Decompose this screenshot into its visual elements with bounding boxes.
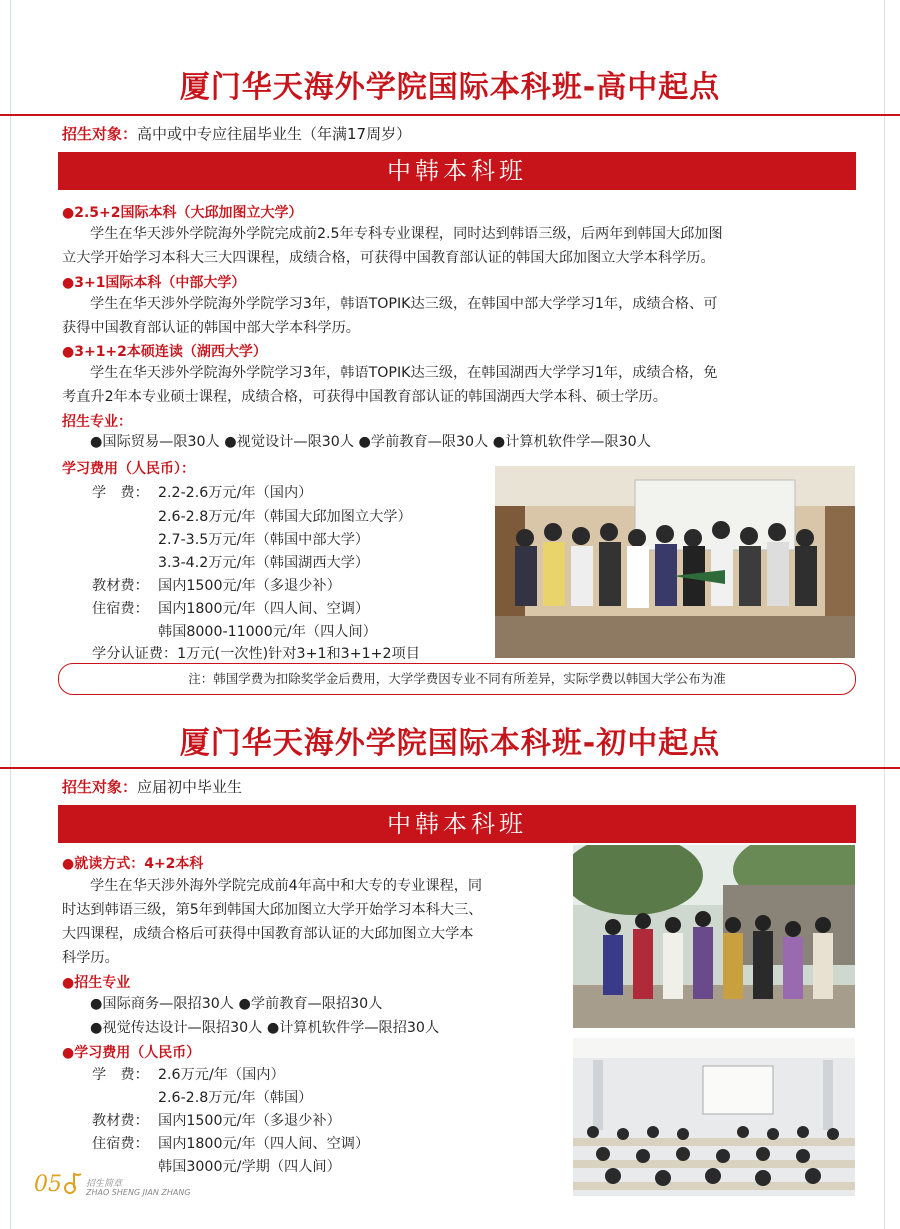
- program-line: 立大学开始学习本科大三大四课程，成绩合格，可获得中国教育部认证的韩国大邱加图立大学本科学历。: [62, 250, 715, 266]
- fee-row: [158, 1087, 312, 1107]
- fee-label: 学分认证费：: [92, 646, 178, 662]
- section1-target: [62, 123, 411, 144]
- program-heading: ●3+1国际本科（中部大学）: [62, 275, 246, 291]
- fee-row: [92, 598, 369, 618]
- program-desc: [62, 361, 862, 409]
- major-line: ●国际商务—限招30人 ●学前教育—限招30人: [90, 996, 383, 1012]
- music-note-icon: [62, 1170, 84, 1196]
- target-label: 招生对象：: [62, 778, 138, 796]
- group-photo-illustration: [495, 466, 855, 658]
- majors-heading: 招生专业：: [62, 414, 132, 430]
- fee-row: [92, 482, 312, 502]
- mode-line: 大四课程，成绩合格后可获得中国教育部认证的大邱加图立大学本: [62, 926, 474, 942]
- fee-value: 2.7-3.5万元/年（韩国中部大学）: [158, 532, 370, 548]
- fee-label: 学 费：: [92, 1067, 149, 1083]
- fees-heading: ●学习费用（人民币）: [62, 1045, 201, 1061]
- majors-list: ●国际贸易—限30人 ●视觉设计—限30人 ●学前教育—限30人 ●计算机软件学—限30人: [90, 434, 651, 450]
- fee-row: [158, 529, 369, 549]
- footer-label-cn: 招生简章: [86, 1179, 123, 1189]
- fee-value: 韩国3000元/学期（四人间）: [158, 1159, 341, 1175]
- program-line: 学生在华天涉外学院海外学院学习3年，韩语TOPIK达三级，在韩国中部大学学习1年，成绩合格、可: [90, 296, 718, 312]
- fee-row: [92, 643, 420, 663]
- section2-title-rule: [0, 767, 900, 769]
- section1-banner: 中韩本科班: [58, 152, 856, 190]
- fees-heading: 学习费用（人民币）：: [62, 461, 195, 477]
- target-value: 高中或中专应往届毕业生（年满17周岁）: [137, 125, 412, 143]
- majors-list: [90, 992, 560, 1040]
- fee-value: 国内1800元/年（四人间、空调）: [158, 601, 370, 617]
- program-line: 学生在华天涉外学院海外学院完成前2.5年专科专业课程，同时达到韩语三级，后两年到韩国大邱加图: [90, 226, 723, 242]
- majors-heading: ●招生专业: [62, 975, 131, 991]
- program-line: 考直升2年本专业硕士课程，成绩合格，可获得中国教育部认证的韩国湖西大学本科、硕士学历。: [62, 389, 667, 405]
- mode-heading: ●就读方式：4+2本科: [62, 856, 204, 872]
- fee-value: 3.3-4.2万元/年（韩国湖西大学）: [158, 555, 370, 571]
- program-desc: [62, 222, 862, 270]
- fee-value: 2.6万元/年（国内）: [158, 1067, 285, 1083]
- section1-title: 厦门华天海外学院国际本科班-高中起点: [179, 70, 721, 105]
- fee-value: 国内1800元/年（四人间、空调）: [158, 1136, 370, 1152]
- outdoor-photo-illustration: [573, 845, 855, 1028]
- page-number: 05: [34, 1172, 62, 1197]
- fee-value: 国内1500元/年（多退少补）: [158, 1113, 341, 1129]
- tuition-note: 注：韩国学费为扣除奖学金后费用，大学学费因专业不同有所差异，实际学费以韩国大学公布为准: [58, 663, 856, 695]
- group-classroom-photo: [495, 466, 855, 658]
- fee-row: [158, 621, 377, 641]
- fee-value: 2.6-2.8万元/年（韩国）: [158, 1090, 313, 1106]
- fee-value: 2.6-2.8万元/年（韩国大邱加图立大学）: [158, 509, 412, 525]
- mode-desc: [62, 874, 568, 970]
- section2-banner: 中韩本科班: [58, 805, 856, 843]
- fee-label: 住宿费：: [92, 1136, 149, 1152]
- fee-row: [92, 575, 341, 595]
- lecture-photo-illustration: [573, 1038, 855, 1196]
- section1-title-rule: [0, 114, 900, 116]
- fee-value: 2.2-2.6万元/年（国内）: [158, 485, 313, 501]
- target-label: 招生对象：: [62, 125, 138, 143]
- lecture-hall-photo: [573, 1038, 855, 1196]
- footer-label-pinyin: ZHAO SHENG JIAN ZHANG: [86, 1188, 191, 1197]
- left-margin-rule: [10, 0, 11, 1229]
- fee-row: [158, 1156, 341, 1176]
- fee-label: 教材费：: [92, 1113, 149, 1129]
- section2-title: 厦门华天海外学院国际本科班-初中起点: [179, 726, 721, 761]
- fee-label: 教材费：: [92, 578, 149, 594]
- program-line: 获得中国教育部认证的韩国中部大学本科学历。: [62, 320, 360, 336]
- hanbok-group-photo: [573, 845, 855, 1028]
- fee-label: 住宿费：: [92, 601, 149, 617]
- mode-line: 学生在华天涉外海外学院完成前4年高中和大专的专业课程，同: [90, 878, 483, 894]
- program-heading: ●2.5+2国际本科（大邱加图立大学）: [62, 205, 303, 221]
- fee-value: 1万元(一次性)针对3+1和3+1+2项目: [177, 646, 420, 662]
- fee-label: 学 费：: [92, 485, 149, 501]
- program-desc: [62, 292, 862, 340]
- mode-line: 时达到韩语三级，第5年到韩国大邱加图立大学开始学习本科大三、: [62, 902, 483, 918]
- program-heading: ●3+1+2本硕连读（湖西大学）: [62, 344, 267, 360]
- fee-row: [92, 1133, 369, 1153]
- right-margin-rule: [884, 0, 885, 1229]
- major-line: ●视觉传达设计—限招30人 ●计算机软件学—限招30人: [90, 1020, 440, 1036]
- fee-row: [158, 506, 412, 526]
- fee-row: [92, 1064, 285, 1084]
- fee-value: 国内1500元/年（多退少补）: [158, 578, 341, 594]
- section2-target: [62, 776, 242, 797]
- fee-row: [158, 552, 369, 572]
- fee-row: [92, 1110, 341, 1130]
- target-value: 应届初中毕业生: [137, 778, 243, 796]
- program-line: 学生在华天涉外学院海外学院学习3年，韩语TOPIK达三级，在韩国湖西大学学习1年，成绩合格，免: [90, 365, 718, 381]
- mode-line: 科学历。: [62, 950, 119, 966]
- fee-value: 韩国8000-11000元/年（四人间）: [158, 624, 377, 640]
